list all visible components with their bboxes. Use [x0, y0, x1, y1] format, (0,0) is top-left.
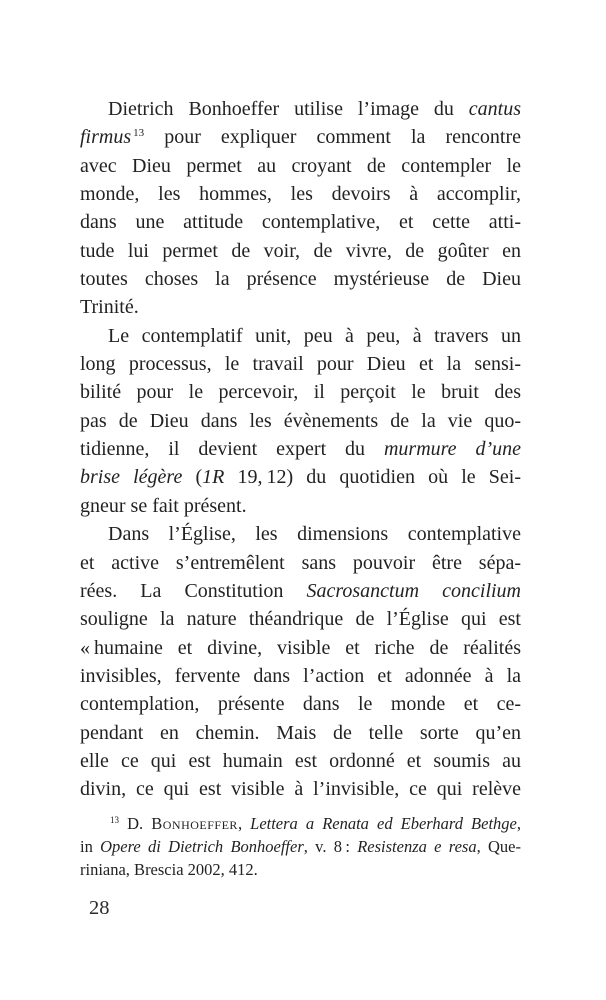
text-segment: elle ce qui est humain est ordonné et soumis au [80, 749, 521, 772]
text-segment: divin, ce qui est visible à l’invisible, ce qui relève [80, 778, 521, 801]
text-segment: pendant en chemin. Mais de telle sorte qu’en [80, 721, 521, 744]
text-line [80, 492, 521, 520]
text-line [80, 775, 521, 803]
text-segment: bilité pour le percevoir, il perçoit le bruit des [80, 381, 521, 404]
text-line [80, 520, 521, 548]
text-segment: dans une attitude contemplative, et cette atti- [80, 211, 521, 234]
text-line [80, 858, 521, 881]
text-segment: avec Dieu permet au croyant de contempler le [80, 154, 521, 177]
text-segment: invisibles, fervente dans l’action et adonnée à la [80, 664, 521, 687]
text-segment: Dans l’Église, les dimensions contemplative [108, 523, 521, 546]
text-line [80, 208, 521, 236]
text-segment: et active s’entremêlent sans pouvoir être sépa- [80, 551, 521, 574]
text-segment: rées. La Constitution [80, 579, 307, 602]
text-line [80, 95, 521, 123]
text-segment: firmus [80, 126, 132, 149]
text-segment: Resistenza e resa [357, 837, 477, 856]
text-segment: Dietrich Bonhoeffer utilise l’image du [108, 98, 469, 120]
text-segment: in [80, 837, 101, 856]
text-line [80, 123, 521, 151]
text-line [80, 435, 521, 463]
text-line [80, 378, 521, 406]
text-segment: « humaine et divine, visible et riche de réalités [80, 636, 521, 659]
text-segment: brise légère [80, 466, 183, 489]
text-segment: , v. 8 : [303, 837, 358, 856]
text-line [80, 577, 521, 605]
text-segment: toutes choses la présence mystérieuse de Dieu [80, 268, 521, 291]
text-line [80, 835, 521, 858]
footnote-marker: 13 [133, 126, 145, 139]
text-segment: monde, les hommes, les devoirs à accomplir, [80, 183, 521, 206]
text-line [80, 549, 521, 577]
text-segment: pour expliquer comment la rencontre [144, 126, 521, 149]
text-line [80, 293, 521, 321]
text-segment: tude lui permet de voir, de vivre, de goûter en [80, 239, 521, 262]
text-line [80, 812, 521, 835]
text-line [80, 322, 521, 350]
text-segment: , [516, 814, 521, 833]
text-segment: tidienne, il devient expert du [80, 438, 384, 461]
text-segment: Opere di Dietrich Bonhoeffer [100, 837, 304, 856]
text-segment: Sacrosanctum concilium [306, 579, 521, 602]
text-segment: Trinité. [80, 296, 139, 319]
text-segment: riniana, Brescia 2002, 412. [80, 860, 258, 879]
text-line [80, 237, 521, 265]
text-segment: ( [182, 466, 203, 489]
text-segment: souligne la nature théandrique de l’Église qui est [80, 608, 521, 631]
text-segment: Bonhoeffer [151, 814, 238, 833]
text-line [80, 407, 521, 435]
text-segment: , Que- [476, 837, 521, 856]
text-segment: D. [119, 814, 152, 833]
text-line [80, 265, 521, 293]
text-block [80, 95, 521, 804]
text-line [80, 180, 521, 208]
text-segment: 1R [202, 466, 225, 489]
text-line [80, 662, 521, 690]
footnote [80, 812, 521, 881]
text-line [80, 719, 521, 747]
text-line [80, 152, 521, 180]
text-segment: , [237, 814, 251, 833]
text-line [80, 605, 521, 633]
text-segment: cantus [468, 98, 521, 120]
text-segment: 19, 12) du quotidien où le Sei- [224, 466, 521, 489]
text-segment: Lettera a Renata ed Eberhard Bethge [250, 814, 517, 833]
text-segment: Le contemplatif unit, peu à peu, à travers un [108, 324, 521, 347]
text-line [80, 350, 521, 378]
text-segment: long processus, le travail pour Dieu et la sensi- [80, 353, 521, 376]
text-line [80, 634, 521, 662]
page-number: 28 [89, 897, 110, 919]
text-line [80, 690, 521, 718]
text-segment: murmure d’une [383, 438, 522, 461]
text-segment: pas de Dieu dans les évènements de la vie quo- [80, 409, 521, 432]
text-segment: gneur se fait présent. [80, 494, 247, 517]
text-line [80, 747, 521, 775]
footnote-marker: 13 [110, 814, 120, 825]
text-segment: contemplation, présente dans le monde et ce- [80, 693, 521, 716]
text-line [80, 463, 521, 491]
